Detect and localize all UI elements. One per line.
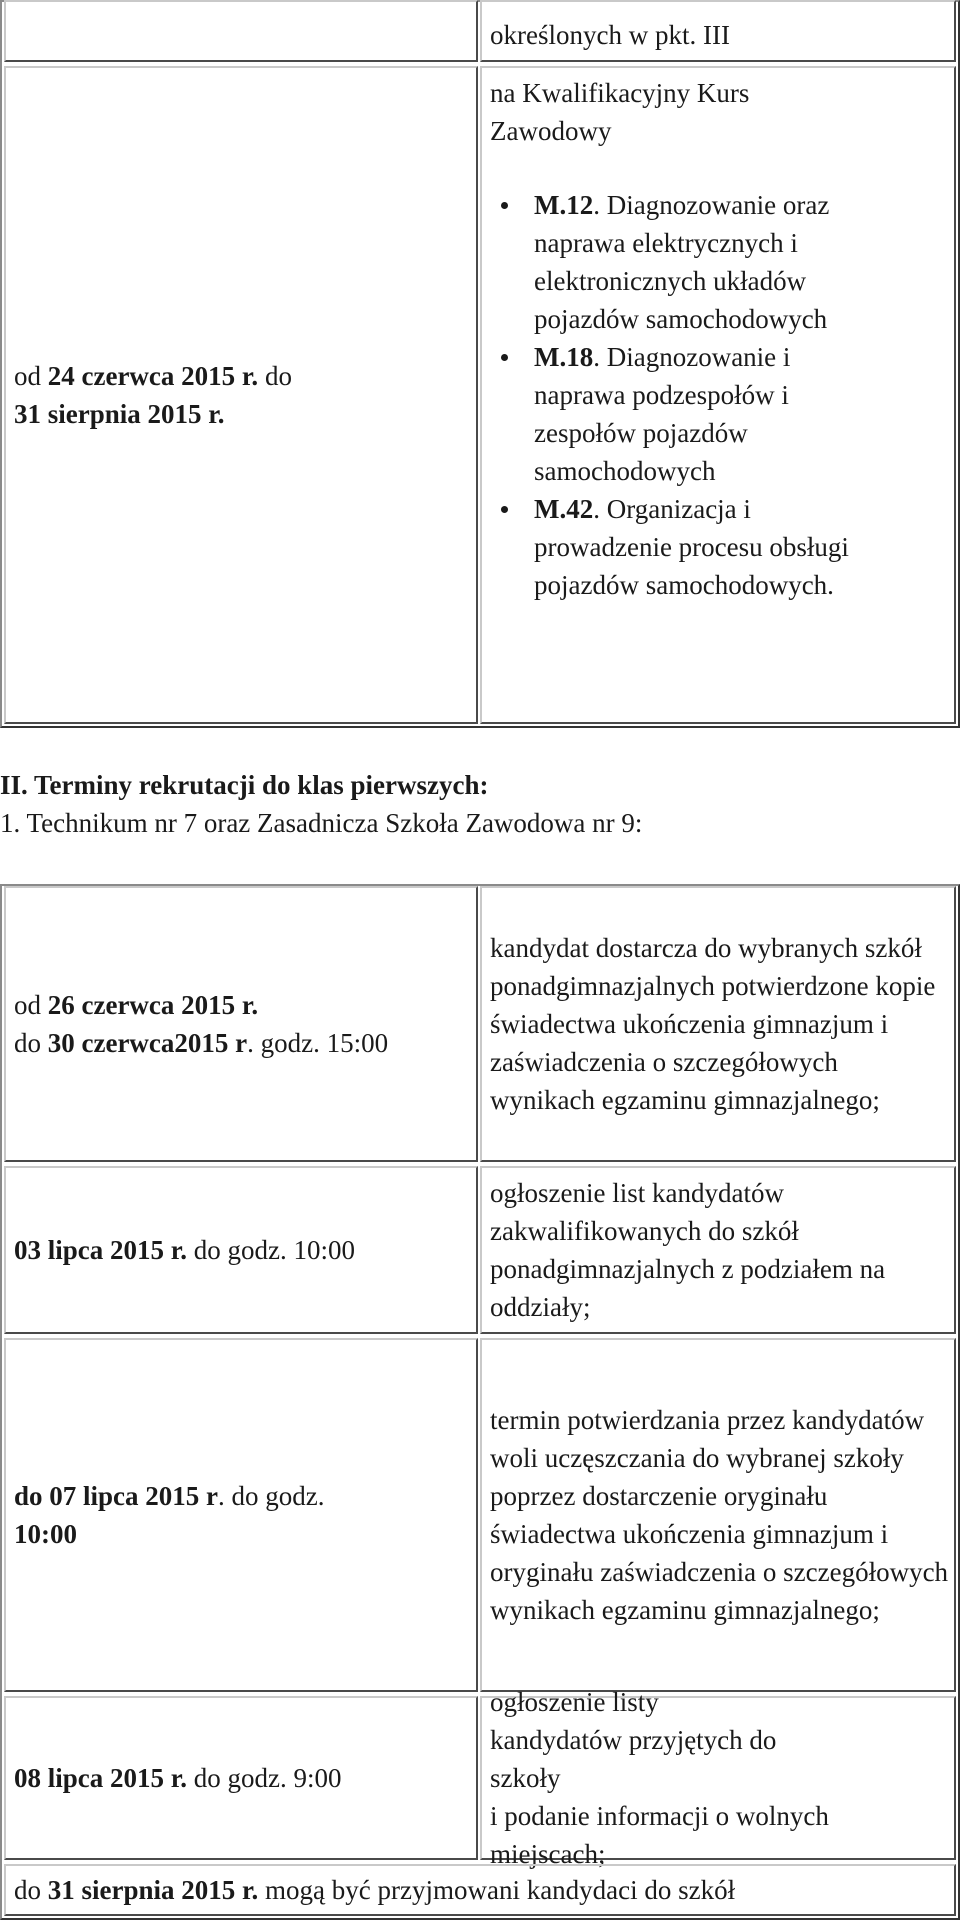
table-cell-footer: do 31 sierpnia 2015 r. mogą być przyjmowani kandydaci do szkół: [4, 1864, 956, 1916]
table-cell-empty: [4, 0, 478, 62]
table-cell-description: ogłoszenie listy kandydatów przyjętych do szkoły i podanie informacji o wolnych miejscach;: [480, 1696, 956, 1860]
table-cell-description: kandydat dostarcza do wybranych szkół ponadgimnazjalnych potwierdzone kopie świadectwa ukończenia gimnazjum i zaświadczenia o szczegółowych wynikach egzaminu gimnazjalnego;: [480, 886, 956, 1162]
table-cell-top-text: [480, 0, 956, 62]
list-item: M.42. Organizacja i prowadzenie procesu obsługi pojazdów samochodowych.: [490, 490, 859, 604]
date-end: 31 sierpnia 2015 r.: [14, 399, 225, 429]
table-cell-date: 03 lipca 2015 r. do godz. 10:00: [4, 1166, 478, 1334]
section-heading: II. Terminy rekrutacji do klas pierwszych:: [0, 770, 489, 800]
table-cell-kkz-courses: [480, 66, 956, 724]
list-item: M.12. Diagnozowanie oraz naprawa elektrycznych i elektronicznych układów pojazdów samochodowych: [490, 186, 859, 338]
date-start: 24 czerwca 2015 r.: [47, 361, 259, 391]
table-cell-description: termin potwierdzania przez kandydatów woli uczęszczania do wybranej szkoły poprzez dostarczenie oryginału świadectwa ukończenia gimnazjum i oryginału zaświadczenia o szczegółowych wynikach egzaminu gimnazjalnego;: [480, 1338, 956, 1692]
table-cell-date: 08 lipca 2015 r. do godz. 9:00: [4, 1696, 478, 1860]
table-cell-date: od 26 czerwca 2015 r. do 30 czerwca2015 r. godz. 15:00: [4, 886, 478, 1162]
table-cell-date: do 07 lipca 2015 r. do godz. 10:00: [4, 1338, 478, 1692]
cell-text: określonych w pkt. III: [490, 20, 730, 50]
table-cell-description: ogłoszenie list kandydatów zakwalifikowanych do szkół ponadgimnazjalnych z podziałem na oddziały;: [480, 1166, 956, 1334]
date-range-text: od 24 czerwca 2015 r. do 31 sierpnia 2015 r.: [14, 361, 292, 429]
list-item: M.18. Diagnozowanie i naprawa podzespołów i zespołów pojazdów samochodowych: [490, 338, 859, 490]
table-cell-date-range: [4, 66, 478, 724]
section-subheading: 1. Technikum nr 7 oraz Zasadnicza Szkoła Zawodowa nr 9:: [0, 808, 643, 838]
kkz-label: na Kwalifikacyjny Kurs Zawodowy: [490, 78, 750, 146]
courses-list: [490, 186, 946, 604]
